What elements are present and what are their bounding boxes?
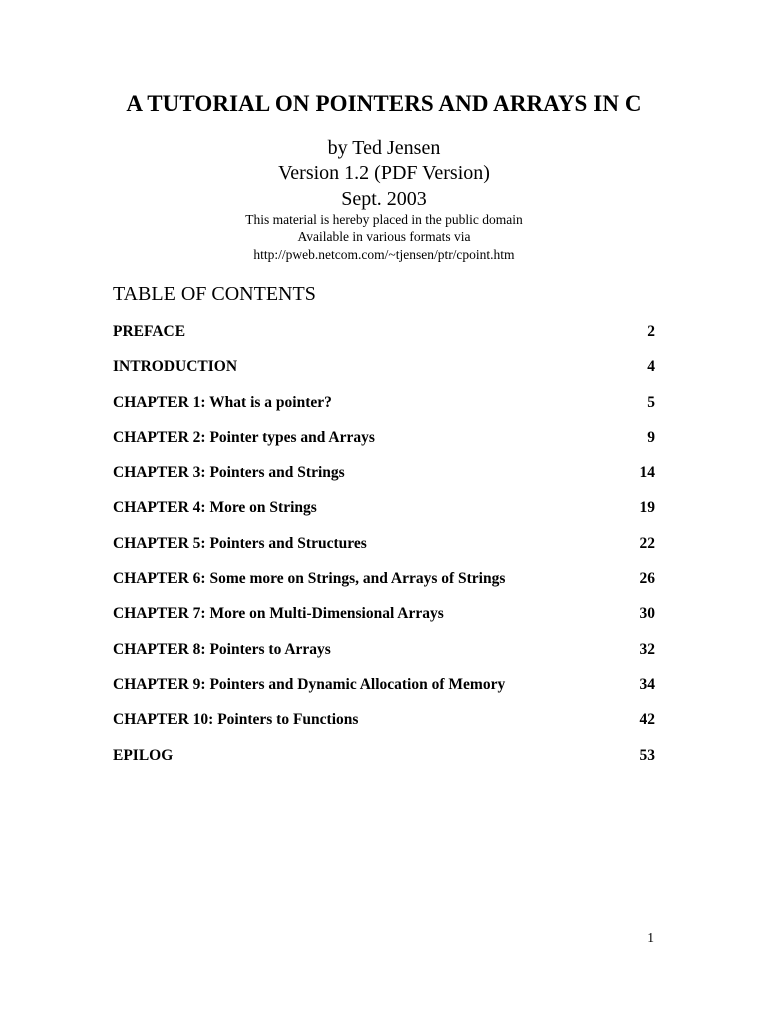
toc-entry-label: CHAPTER 9: Pointers and Dynamic Allocation of Memory	[113, 675, 506, 693]
toc-entry-label: CHAPTER 2: Pointer types and Arrays	[113, 428, 375, 446]
toc-entry[interactable]	[113, 496, 655, 531]
toc-entry[interactable]	[113, 744, 655, 779]
author-line: by Ted Jensen	[327, 137, 441, 159]
public-domain-note: This material is hereby placed in the public domain	[245, 212, 523, 227]
formats-note: Available in various formats via	[297, 229, 471, 244]
toc-entry[interactable]	[113, 426, 655, 461]
toc-entry[interactable]	[113, 567, 655, 602]
toc-entry-label: PREFACE	[113, 323, 186, 340]
source-url: http://pweb.netcom.com/~tjensen/ptr/cpoint.htm	[253, 247, 515, 262]
toc-entry[interactable]	[113, 320, 655, 355]
toc-entry[interactable]	[113, 461, 655, 496]
toc-entry-page: 9	[647, 428, 655, 446]
toc-entry[interactable]	[113, 355, 655, 390]
toc-entry-page: 2	[647, 323, 655, 340]
toc-entry-page: 19	[639, 499, 655, 517]
toc-entry-label: CHAPTER 3: Pointers and Strings	[113, 464, 345, 482]
version-line: Version 1.2 (PDF Version)	[278, 162, 490, 184]
toc-entry-page: 14	[639, 464, 655, 482]
toc-entry[interactable]	[113, 638, 655, 673]
toc-entry[interactable]	[113, 602, 655, 637]
toc-entry-page: 22	[639, 534, 655, 552]
toc-heading: TABLE OF CONTENTS	[113, 283, 316, 305]
toc-entry-label: CHAPTER 1: What is a pointer?	[113, 393, 332, 411]
page-number: 1	[647, 930, 654, 945]
toc-entry-page: 4	[647, 358, 655, 376]
toc-entry[interactable]	[113, 673, 655, 708]
toc-entry-page: 42	[639, 711, 655, 729]
toc-entry-label: CHAPTER 10: Pointers to Functions	[113, 711, 359, 729]
toc-entry-label: CHAPTER 8: Pointers to Arrays	[113, 640, 331, 658]
toc-entry-page: 32	[639, 640, 655, 658]
toc-entry-label: EPILOG	[113, 746, 174, 764]
toc-entry-page: 53	[639, 746, 655, 764]
toc-entry-label: CHAPTER 5: Pointers and Structures	[113, 534, 367, 552]
toc-entry-page: 5	[647, 393, 655, 411]
table-of-contents	[113, 320, 655, 779]
toc-entry[interactable]	[113, 532, 655, 567]
toc-entry-page: 26	[639, 570, 655, 588]
document-title: A TUTORIAL ON POINTERS AND ARRAYS IN C	[126, 91, 642, 116]
toc-entry-label: CHAPTER 4: More on Strings	[113, 499, 317, 517]
toc-entry-page: 34	[639, 675, 655, 693]
toc-entry-label: CHAPTER 6: Some more on Strings, and Arrays of Strings	[113, 570, 506, 588]
toc-entry-page: 30	[639, 605, 655, 623]
toc-entry-label: INTRODUCTION	[113, 358, 238, 376]
date-line: Sept. 2003	[341, 188, 427, 210]
toc-entry[interactable]	[113, 391, 655, 426]
toc-entry-label: CHAPTER 7: More on Multi-Dimensional Arrays	[113, 605, 444, 623]
toc-entry[interactable]	[113, 708, 655, 743]
